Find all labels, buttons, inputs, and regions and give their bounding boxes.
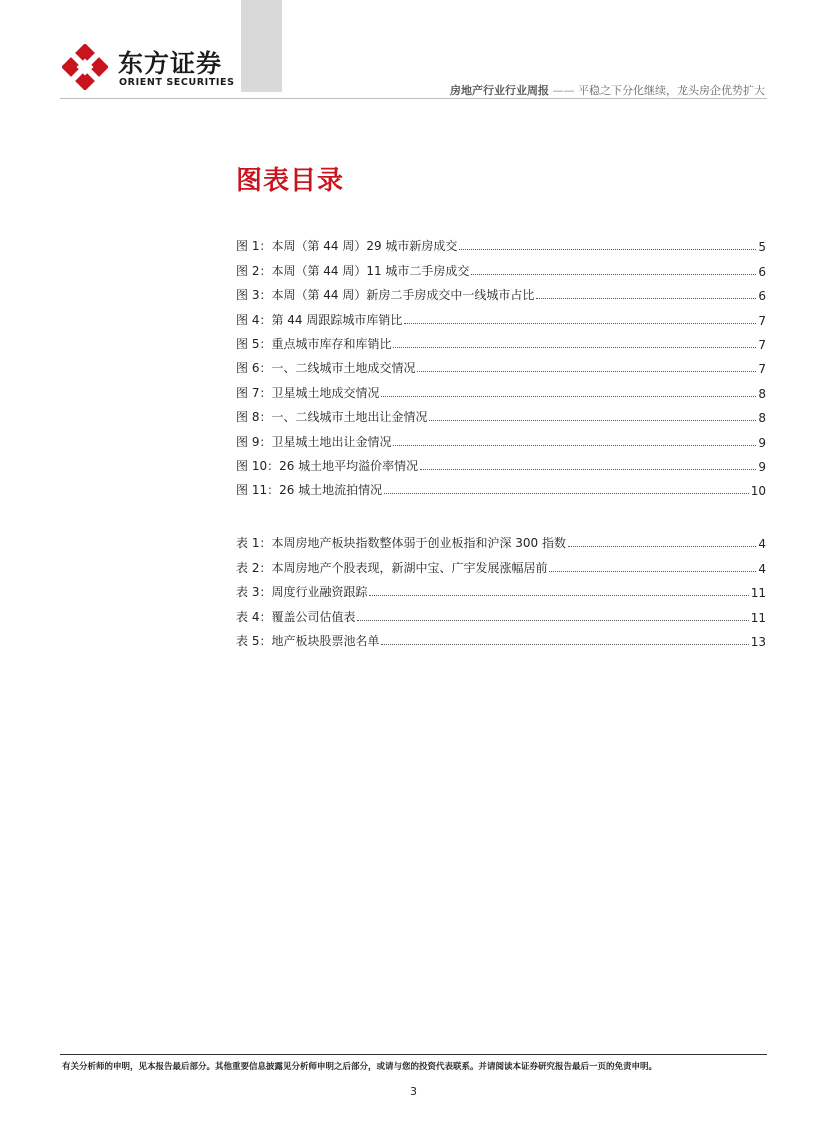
logo-chinese-name: 东方证券 xyxy=(118,49,223,78)
toc-leader-dots xyxy=(369,595,748,596)
report-header xyxy=(450,82,765,98)
toc-leader-dots xyxy=(459,249,756,250)
toc-entry-label: 表 4：覆盖公司估值表 xyxy=(236,609,356,624)
toc-entry[interactable] xyxy=(236,625,766,649)
toc-entry-page: 11 xyxy=(750,610,766,625)
toc-leader-dots xyxy=(536,298,756,299)
toc-entry-page: 4 xyxy=(758,537,766,552)
toc-leader-dots xyxy=(381,644,748,645)
toc-entry-page: 9 xyxy=(758,459,766,474)
toc-entry-label: 图 6：一、二线城市土地成交情况 xyxy=(236,361,416,376)
toc-entry[interactable] xyxy=(236,474,766,498)
toc-leader-dots xyxy=(417,371,756,372)
toc-entry[interactable] xyxy=(236,279,766,303)
header-divider xyxy=(60,98,767,99)
toc-entry[interactable] xyxy=(236,401,766,425)
toc-entry[interactable] xyxy=(236,425,766,449)
toc-entry-label: 图 1：本周（第 44 周）29 城市新房成交 xyxy=(236,239,458,254)
toc-entry[interactable] xyxy=(236,450,766,474)
footer-disclaimer: 有关分析师的申明，见本报告最后部分。其他重要信息披露见分析师申明之后部分，或请与您的投资代表联系。并请阅读本证券研究报告最后一页的免责申明。 xyxy=(62,1062,658,1072)
toc-entry-label: 图 11：26 城土地流拍情况 xyxy=(236,483,383,498)
page-title: 图表目录 xyxy=(236,166,345,196)
toc-entry-label: 表 3：周度行业融资跟踪 xyxy=(236,585,368,600)
toc-entry[interactable] xyxy=(236,230,766,254)
toc-entry-label: 图 3：本周（第 44 周）新房二手房成交中一线城市占比 xyxy=(236,288,535,303)
toc-entry-page: 9 xyxy=(758,435,766,450)
footer-divider xyxy=(60,1054,767,1055)
toc-entry-page: 4 xyxy=(758,561,766,576)
report-subtitle: 平稳之下分化继续，龙头房企优势扩大 xyxy=(578,84,765,97)
toc-entry-page: 6 xyxy=(758,289,766,304)
toc-entry[interactable] xyxy=(236,328,766,352)
toc-entry-page: 10 xyxy=(750,484,766,499)
toc-entry[interactable] xyxy=(236,254,766,278)
toc-entry-label: 图 5：重点城市库存和库销比 xyxy=(236,336,392,351)
toc-entry[interactable] xyxy=(236,352,766,376)
orient-securities-logo-icon xyxy=(62,44,108,90)
toc-leader-dots xyxy=(471,274,756,275)
toc-entry-page: 11 xyxy=(750,586,766,601)
logo-english-name: ORIENT SECURITIES xyxy=(119,77,235,88)
toc-leader-dots xyxy=(429,420,756,421)
toc-entry-label: 图 10：26 城土地平均溢价率情况 xyxy=(236,458,419,473)
toc-leader-dots xyxy=(568,546,756,547)
toc-leader-dots xyxy=(393,445,756,446)
report-type: 房地产行业行业周报 xyxy=(450,84,549,97)
figure-list xyxy=(236,230,766,498)
toc-entry[interactable] xyxy=(236,551,766,575)
toc-entry-label: 图 7：卫星城土地成交情况 xyxy=(236,385,380,400)
toc-entry-page: 13 xyxy=(750,634,766,649)
toc-leader-dots xyxy=(404,323,756,324)
toc-entry-page: 7 xyxy=(758,337,766,352)
page-number: 3 xyxy=(410,1085,417,1098)
toc-leader-dots xyxy=(393,347,756,348)
toc-entry-label: 图 8：一、二线城市土地出让金情况 xyxy=(236,410,428,425)
toc-entry-label: 图 2：本周（第 44 周）11 城市二手房成交 xyxy=(236,263,470,278)
toc-entry-label: 图 9：卫星城土地出让金情况 xyxy=(236,434,392,449)
toc-leader-dots xyxy=(420,469,756,470)
toc-entry-page: 5 xyxy=(758,240,766,255)
toc-entry-label: 表 1：本周房地产板块指数整体弱于创业板指和沪深 300 指数 xyxy=(236,536,566,551)
toc-entry-page: 6 xyxy=(758,264,766,279)
toc-entry-label: 表 5：地产板块股票池名单 xyxy=(236,633,380,648)
toc-entry-page: 8 xyxy=(758,386,766,401)
toc-entry[interactable] xyxy=(236,303,766,327)
table-list xyxy=(236,527,766,649)
toc-leader-dots xyxy=(384,493,749,494)
header-separator: —— xyxy=(552,84,575,97)
toc-leader-dots xyxy=(357,620,748,621)
toc-entry-label: 表 2：本周房地产个股表现，新湖中宝、广宇发展涨幅居前 xyxy=(236,560,548,575)
toc-entry-page: 7 xyxy=(758,362,766,377)
toc-entry[interactable] xyxy=(236,576,766,600)
toc-entry-page: 8 xyxy=(758,411,766,426)
company-logo xyxy=(62,44,262,96)
toc-leader-dots xyxy=(381,396,756,397)
toc-entry[interactable] xyxy=(236,376,766,400)
toc-entry-page: 7 xyxy=(758,313,766,328)
toc-entry[interactable] xyxy=(236,600,766,624)
toc-leader-dots xyxy=(549,571,756,572)
toc-entry[interactable] xyxy=(236,527,766,551)
toc-entry-label: 图 4：第 44 周跟踪城市库销比 xyxy=(236,312,403,327)
